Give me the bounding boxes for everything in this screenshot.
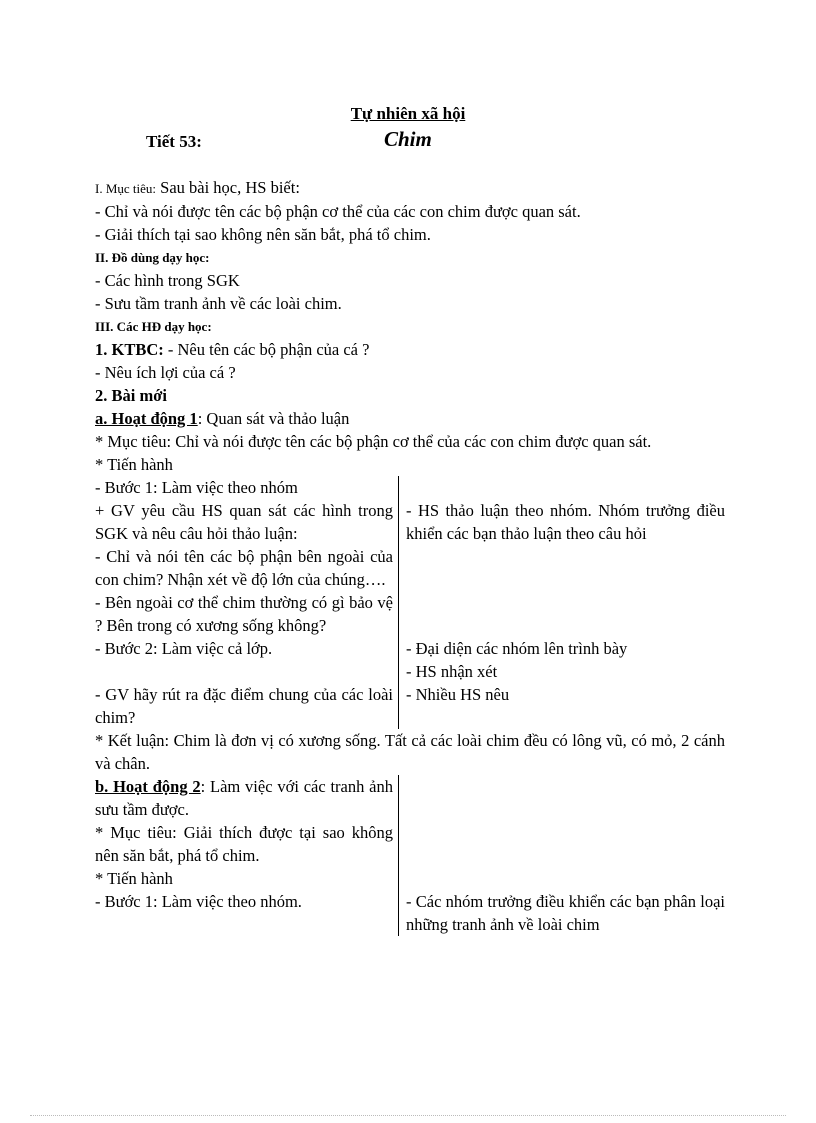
- table-row: [95, 775, 725, 821]
- student-cell: [399, 775, 725, 821]
- activity2-table: [95, 775, 725, 936]
- objectives-line: [95, 176, 725, 200]
- teacher-cell: [95, 775, 399, 821]
- student-cell: - Các nhóm trưởng điều khiển các bạn phân loại những tranh ảnh về loài chim: [406, 892, 725, 934]
- activity1-procedure: * Tiến hành: [95, 455, 173, 474]
- activity2-goal: * Mục tiêu: Giải thích được tại sao không nên săn bắt, phá tổ chim.: [95, 821, 399, 867]
- teacher-cell: - GV hãy rút ra đặc điểm chung của các loài chim?: [95, 683, 399, 729]
- teacher-cell: - Bên ngoài cơ thể chim thường có gì bảo vệ ? Bên trong có xương sống không?: [95, 591, 399, 637]
- lesson-number: Tiết 53:: [146, 132, 202, 151]
- teacher-cell: - Chỉ và nói tên các bộ phận bên ngoài của con chim? Nhận xét về độ lớn của chúng….: [95, 545, 399, 591]
- student-cell: [399, 591, 725, 637]
- table-row: [95, 821, 725, 867]
- student-cell: [399, 821, 725, 867]
- table-row: [95, 637, 725, 660]
- table-row: [95, 476, 725, 499]
- objectives-heading: I. Mục tiêu:: [95, 181, 157, 196]
- table-row: [95, 867, 725, 890]
- teacher-cell: - Bước 1: Làm việc theo nhóm.: [95, 890, 399, 936]
- table-row: [95, 683, 725, 729]
- student-cell: - Đại diện các nhóm lên trình bày: [406, 639, 628, 658]
- teacher-cell: [95, 660, 399, 683]
- activity1-label: a. Hoạt động 1: [95, 409, 198, 428]
- activity2-name: : Làm việc với các tranh ảnh sưu tầm được.: [95, 777, 394, 819]
- student-cell: - HS nhận xét: [406, 662, 498, 681]
- student-cell: - Nhiều HS nêu: [406, 685, 510, 704]
- materials-heading: II. Đồ dùng dạy học:: [95, 250, 210, 265]
- activity1-conclusion: * Kết luận: Chim là đơn vị có xương sống. Tất cả các loài chim đều có lông vũ, có mỏ, 2 cánh và chân.: [95, 731, 725, 773]
- activity2-procedure: * Tiến hành: [95, 867, 399, 890]
- table-row: [95, 591, 725, 637]
- table-row: [95, 890, 725, 936]
- table-row: [95, 499, 725, 545]
- student-cell: [399, 867, 725, 890]
- teacher-cell: - Bước 2: Làm việc cả lớp.: [95, 637, 399, 660]
- activity2-label: b. Hoạt động 2: [95, 777, 201, 796]
- objective-item: - Chỉ và nói được tên các bộ phận cơ thể của các con chim được quan sát.: [95, 202, 581, 221]
- lesson-title: Chim: [384, 127, 432, 151]
- activity1-title: [95, 407, 725, 430]
- material-item: - Các hình trong SGK: [95, 271, 240, 290]
- subject-title: Tự nhiên xã hội: [350, 104, 466, 123]
- student-cell: [399, 476, 725, 499]
- objectives-intro: Sau bài học, HS biết:: [156, 178, 300, 197]
- review-label: 1. KTBC:: [95, 340, 164, 359]
- review-question-2: - Nêu ích lợi của cá ?: [95, 363, 236, 382]
- objective-item: - Giải thích tại sao không nên săn bắt, phá tổ chim.: [95, 225, 431, 244]
- review-question: - Nêu tên các bộ phận của cá ?: [163, 340, 370, 359]
- student-cell: [399, 545, 725, 591]
- activity1-name: : Quan sát và thảo luận: [197, 409, 350, 428]
- review-line: [95, 338, 725, 361]
- new-lesson-heading: 2. Bài mới: [95, 386, 167, 405]
- student-cell: - HS thảo luận theo nhóm. Nhóm trưởng điều khiển các bạn thảo luận theo câu hỏi: [406, 501, 725, 543]
- lesson-content: [95, 176, 725, 936]
- activity1-goal: * Mục tiêu: Chỉ và nói được tên các bộ phận cơ thể của các con chim được quan sát.: [95, 432, 652, 451]
- material-item: - Sưu tầm tranh ảnh về các loài chim.: [95, 294, 342, 313]
- activities-heading: III. Các HĐ dạy học:: [95, 319, 212, 334]
- table-row: [95, 545, 725, 591]
- teacher-cell: - Bước 1: Làm việc theo nhóm: [95, 476, 399, 499]
- page-bottom-divider: [30, 1115, 786, 1116]
- table-row: [95, 660, 725, 683]
- activity1-table: [95, 476, 725, 729]
- teacher-cell: + GV yêu cầu HS quan sát các hình trong SGK và nêu câu hỏi thảo luận:: [95, 499, 399, 545]
